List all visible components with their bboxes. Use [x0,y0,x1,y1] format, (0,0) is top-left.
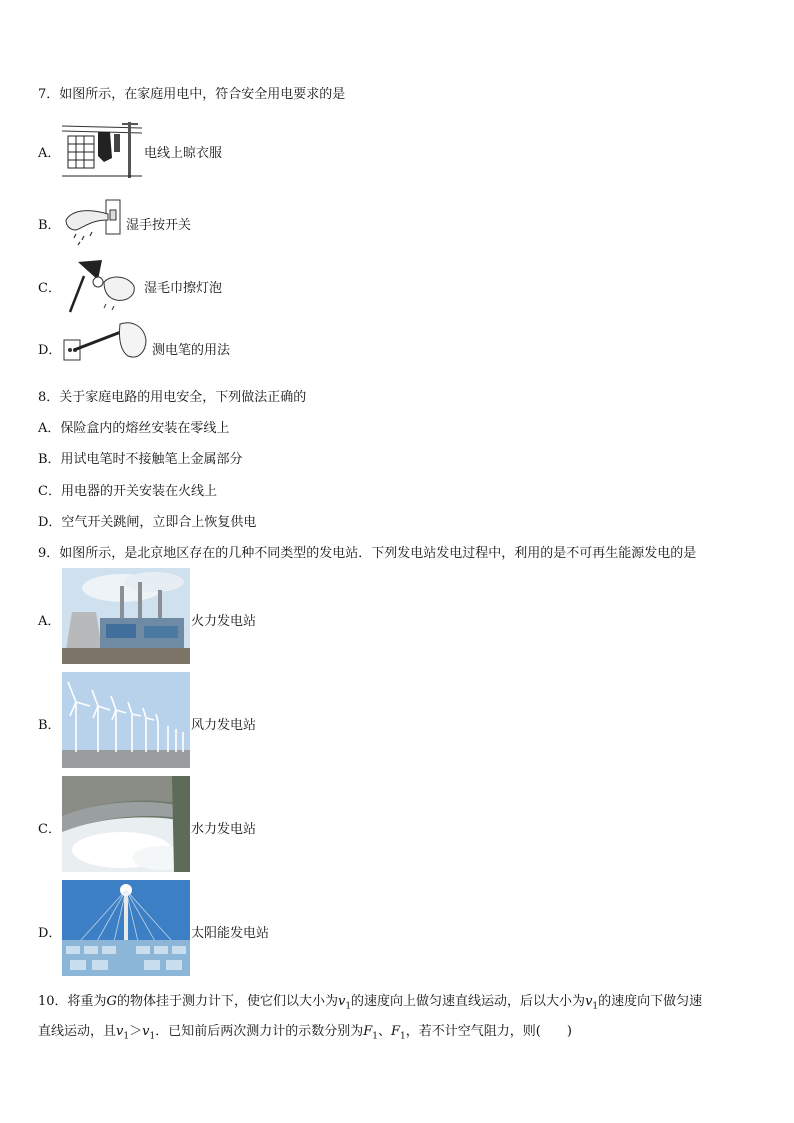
q10-symbol-v: v [116,1024,124,1039]
q10-line-1 [38,990,702,1012]
q10-line-2 [38,1020,572,1042]
q10-symbol-g: G [106,994,117,1009]
q8-option-a: A．保险盒内的熔丝安装在零线上 [38,421,230,436]
q7-option-b-text: 湿手按开关 [126,218,192,233]
q7-option-a-text: 电线上晾衣服 [144,146,223,161]
q10-symbol-v: v [142,1024,150,1039]
q9-option-a-text: 火力发电站 [191,614,257,629]
q10-subscript: 1 [400,1031,406,1042]
q7-option-d-text: 测电笔的用法 [152,343,231,358]
q10-text: ．已知前后两次测力计的示数分别为 [155,1024,364,1039]
q10-subscript: 1 [123,1031,130,1042]
q7-option-b-label: B． [38,218,61,233]
q9-option-a-label: A． [38,614,61,629]
q10-symbol-v: v [337,994,346,1009]
q9-option-c-text: 水力发电站 [191,822,257,837]
q10-subscript: 1 [149,1031,156,1042]
q8-stem: 8．关于家庭电路的用电安全，下列做法正确的 [38,390,307,405]
q7-option-a-label: A． [38,146,61,161]
q8-option-d: D．空气开关跳闸，立即合上恢复供电 [38,515,257,530]
q9-option-b-label: B． [38,718,61,733]
q10-symbol-f: F [363,1024,373,1039]
q10-subscript: 1 [345,1001,352,1012]
wet-towel-bulb-image [62,256,142,314]
q10-subscript: 1 [372,1031,378,1042]
solar-power-plant-image [62,880,190,976]
q7-option-c-label: C． [38,281,61,296]
q7-option-d-label: D． [38,343,62,358]
q10-symbol-v: v [585,994,593,1009]
q10-text: 的物体挂于测力计下，使它们以大小为 [116,994,338,1009]
q10-text: 的速度向下做匀速 [598,994,703,1009]
q9-option-c-label: C． [38,822,61,837]
q10-greater-than: ＞ [129,1024,143,1039]
q10-symbol-f: F [391,1024,401,1039]
wind-power-plant-image [62,672,190,768]
test-pen-image [62,318,150,368]
wet-hand-switch-image [62,196,124,246]
q8-option-b: B．用试电笔时不接触笔上金属部分 [38,452,243,467]
q9-option-d-text: 太阳能发电站 [191,926,270,941]
q9-option-d-label: D． [38,926,62,941]
q10-subscript: 1 [592,1001,599,1012]
q10-text: 10．将重为 [38,994,107,1009]
q8-option-c: C．用电器的开关安装在火线上 [38,484,217,499]
q10-text: ，若不计空气阻力，则( ) [405,1024,572,1039]
hydro-power-plant-image [62,776,190,872]
thermal-power-plant-image [62,568,190,664]
q10-text: 直线运动，且 [38,1024,117,1039]
q7-option-c-text: 湿毛巾擦灯泡 [144,281,223,296]
clothes-on-wire-image [62,118,142,180]
q10-text: 的速度向上做匀速直线运动，后以大小为 [351,994,586,1009]
q7-stem: 7．如图所示，在家庭用电中，符合安全用电要求的是 [38,87,346,102]
q9-stem: 9．如图所示，是北京地区存在的几种不同类型的发电站．下列发电站发电过程中，利用的是不可再生能源发电的是 [38,546,697,561]
q9-option-b-text: 风力发电站 [191,718,257,733]
q10-separator: 、 [378,1024,392,1039]
